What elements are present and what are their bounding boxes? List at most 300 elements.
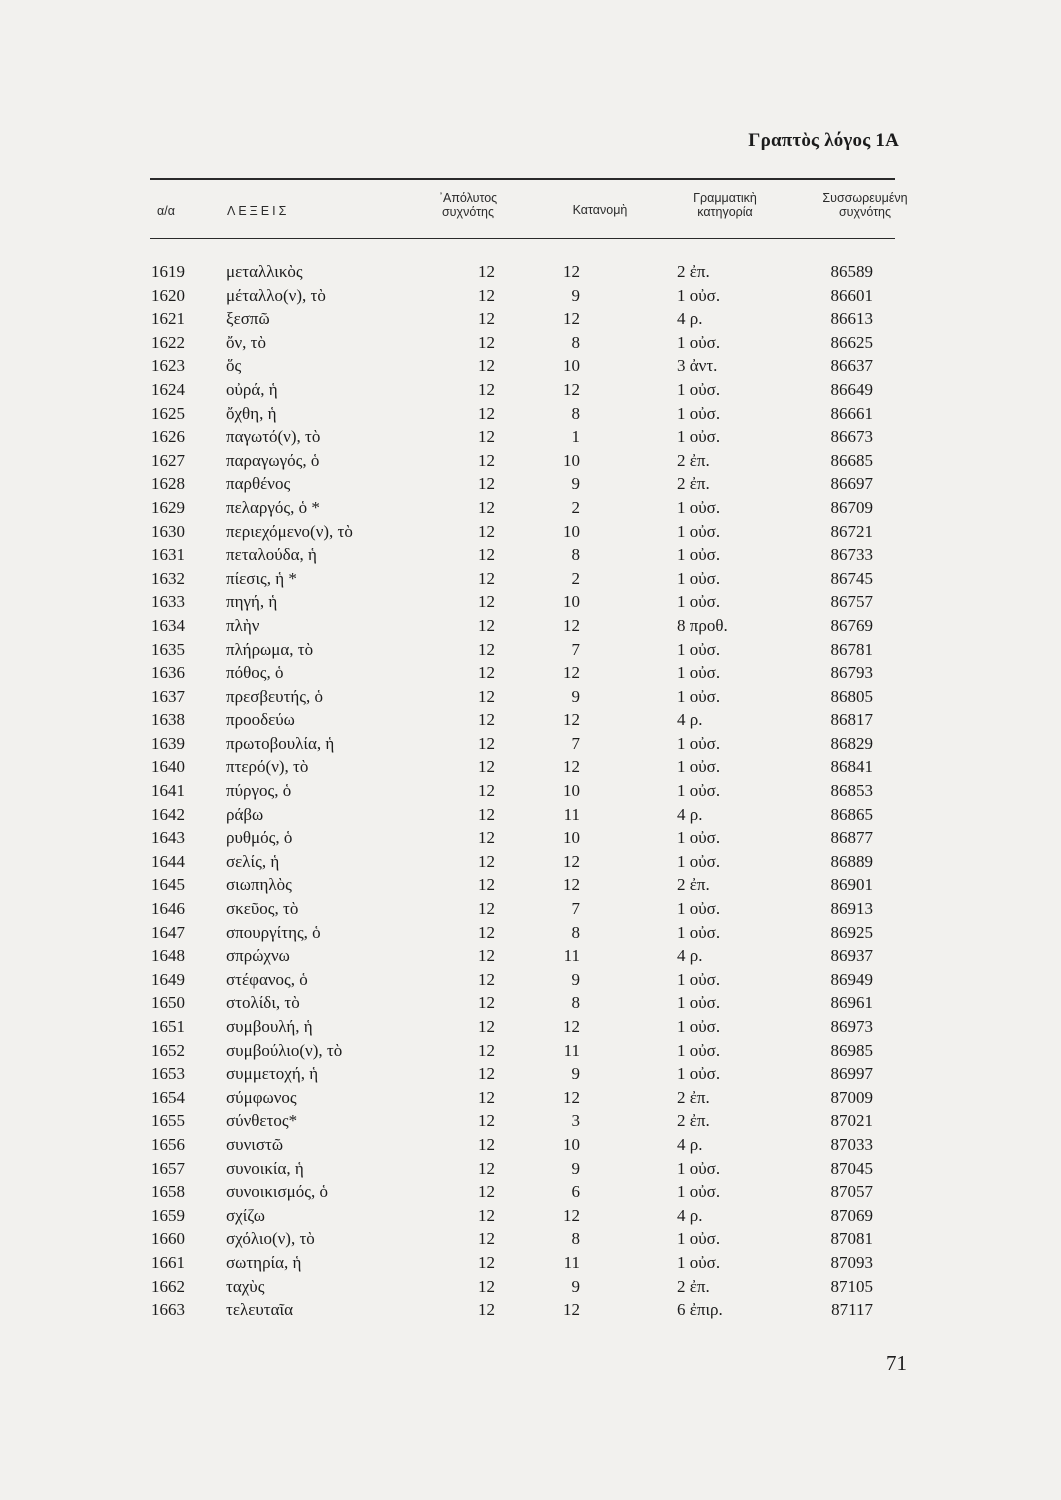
- row-rank: 2: [571, 497, 580, 517]
- table-row: [0, 1040, 1061, 1064]
- row-grammar-category: 4 ρ.: [677, 710, 703, 730]
- row-rank: 9: [571, 1276, 580, 1296]
- row-absolute-frequency: 12: [478, 379, 495, 399]
- row-absolute-frequency: 12: [478, 332, 495, 352]
- row-index: 1660: [151, 1229, 185, 1249]
- row-word: ὅς: [226, 356, 242, 376]
- row-grammar-category: 1 οὐσ.: [677, 1017, 721, 1036]
- row-cumulative-frequency: 87105: [830, 1276, 873, 1296]
- row-cumulative-frequency: 87033: [830, 1134, 873, 1154]
- row-rank: 10: [563, 356, 580, 376]
- table-row: [0, 1252, 1061, 1276]
- row-index: 1642: [151, 804, 185, 824]
- row-grammar-category: 2 ἐπ.: [677, 1276, 710, 1296]
- row-index: 1662: [151, 1276, 185, 1296]
- row-word: παρθένος: [226, 474, 291, 494]
- row-cumulative-frequency: 87069: [830, 1205, 873, 1225]
- row-index: 1637: [151, 686, 185, 706]
- row-cumulative-frequency: 86853: [830, 781, 873, 801]
- row-index: 1621: [151, 309, 185, 329]
- row-rank: 10: [563, 592, 580, 612]
- row-cumulative-frequency: 87057: [830, 1182, 873, 1202]
- row-word: σιωπηλὸς: [226, 875, 292, 895]
- row-word: συμμετοχή, ἡ: [226, 1064, 319, 1084]
- table-row: [0, 1063, 1061, 1087]
- row-rank: 7: [571, 639, 580, 659]
- header-index: α/α: [157, 204, 175, 218]
- table-row: [0, 1087, 1061, 1111]
- table-row: [0, 1110, 1061, 1134]
- row-grammar-category: 1 οὐσ.: [677, 1252, 721, 1272]
- table-row: [0, 992, 1061, 1016]
- row-index: 1651: [151, 1017, 185, 1036]
- row-absolute-frequency: 12: [478, 922, 495, 942]
- table-row: [0, 1205, 1061, 1229]
- row-cumulative-frequency: 86661: [830, 403, 873, 423]
- row-cumulative-frequency: 87117: [831, 1300, 873, 1320]
- row-grammar-category: 1 οὐσ.: [677, 828, 721, 848]
- row-word: ξεσπῶ: [226, 309, 270, 329]
- row-cumulative-frequency: 87045: [830, 1158, 873, 1178]
- row-index: 1623: [151, 356, 185, 376]
- row-absolute-frequency: 12: [478, 686, 495, 706]
- row-word: πηγή, ἡ: [226, 592, 278, 612]
- row-absolute-frequency: 12: [478, 309, 495, 329]
- row-absolute-frequency: 12: [478, 262, 495, 281]
- row-cumulative-frequency: 86781: [830, 639, 873, 659]
- row-cumulative-frequency: 86841: [830, 757, 873, 777]
- row-cumulative-frequency: 86637: [830, 356, 873, 376]
- row-word: τελευταῖα: [226, 1300, 293, 1320]
- row-index: 1626: [151, 427, 185, 447]
- table-row: [0, 285, 1061, 309]
- row-rank: 11: [563, 946, 580, 966]
- row-absolute-frequency: 12: [478, 875, 495, 895]
- row-cumulative-frequency: 86973: [830, 1017, 873, 1036]
- table-row: [0, 1299, 1061, 1323]
- row-rank: 12: [563, 379, 580, 399]
- row-absolute-frequency: 12: [478, 497, 495, 517]
- row-rank: 9: [571, 1064, 580, 1084]
- row-cumulative-frequency: 86649: [830, 379, 873, 399]
- row-grammar-category: 2 ἐπ.: [677, 1111, 710, 1131]
- table-row: [0, 332, 1061, 356]
- row-rank: 12: [563, 1087, 580, 1107]
- row-grammar-category: 4 ρ.: [677, 804, 703, 824]
- row-rank: 12: [563, 663, 580, 683]
- row-word: σύμφωνος: [226, 1087, 297, 1107]
- row-index: 1640: [151, 757, 185, 777]
- row-grammar-category: 1 οὐσ.: [677, 639, 721, 659]
- row-cumulative-frequency: 86721: [830, 521, 873, 541]
- row-word: πόθος, ὁ: [226, 663, 284, 683]
- row-cumulative-frequency: 86925: [830, 922, 873, 942]
- table-row: [0, 521, 1061, 545]
- table-row: [0, 827, 1061, 851]
- row-index: 1622: [151, 332, 185, 352]
- row-rank: 12: [563, 309, 580, 329]
- row-rank: 12: [563, 1205, 580, 1225]
- row-cumulative-frequency: 87021: [830, 1111, 873, 1131]
- row-index: 1655: [151, 1111, 185, 1131]
- table-row: [0, 403, 1061, 427]
- row-index: 1654: [151, 1087, 185, 1107]
- row-word: στέφανος, ὁ: [226, 969, 308, 989]
- row-index: 1652: [151, 1040, 185, 1060]
- row-grammar-category: 4 ρ.: [677, 946, 703, 966]
- row-grammar-category: 1 οὐσ.: [677, 521, 721, 541]
- row-word: ρυθμός, ὁ: [226, 828, 293, 848]
- row-rank: 12: [563, 875, 580, 895]
- table-row: [0, 426, 1061, 450]
- table-row: [0, 1158, 1061, 1182]
- row-grammar-category: 1 οὐσ.: [677, 686, 721, 706]
- row-word: σχίζω: [226, 1205, 265, 1225]
- row-rank: 8: [571, 332, 580, 352]
- header-absolute-frequency-line2: συχνότης: [441, 205, 495, 219]
- row-rank: 10: [563, 781, 580, 801]
- row-absolute-frequency: 12: [478, 568, 495, 588]
- row-word: πλὴν: [226, 615, 260, 635]
- row-rank: 9: [571, 1158, 580, 1178]
- table-row: [0, 780, 1061, 804]
- row-word: οὐρά, ἡ: [226, 379, 278, 399]
- running-head: Γραπτὸς λόγος 1Α: [748, 130, 899, 151]
- row-absolute-frequency: 12: [478, 663, 495, 683]
- row-grammar-category: 1 οὐσ.: [677, 899, 721, 919]
- row-rank: 9: [571, 686, 580, 706]
- row-absolute-frequency: 12: [478, 1252, 495, 1272]
- row-index: 1634: [151, 615, 185, 635]
- row-index: 1646: [151, 899, 185, 919]
- row-word: παγωτό(ν), τὸ: [226, 427, 321, 447]
- row-index: 1657: [151, 1158, 185, 1178]
- row-absolute-frequency: 12: [478, 1182, 495, 1202]
- row-word: συνοικισμός, ὁ: [226, 1182, 328, 1202]
- row-index: 1629: [151, 497, 185, 517]
- row-absolute-frequency: 12: [478, 1111, 495, 1131]
- row-word: σελίς, ἡ: [226, 851, 280, 871]
- row-absolute-frequency: 12: [478, 1229, 495, 1249]
- table-top-rule: [150, 178, 895, 180]
- row-index: 1624: [151, 379, 185, 399]
- row-rank: 12: [563, 851, 580, 871]
- header-cumulative-frequency: [805, 191, 925, 219]
- header-cumulative-line1: Συσσωρευμένη: [822, 191, 908, 205]
- row-rank: 9: [571, 969, 580, 989]
- row-cumulative-frequency: 86937: [830, 946, 873, 966]
- row-word: προοδεύω: [226, 710, 295, 730]
- row-rank: 12: [563, 262, 580, 281]
- row-rank: 8: [571, 922, 580, 942]
- row-grammar-category: 1 οὐσ.: [677, 568, 721, 588]
- row-index: 1638: [151, 710, 185, 730]
- row-cumulative-frequency: 86769: [830, 615, 873, 635]
- row-word: ὄν, τὸ: [226, 332, 267, 352]
- row-index: 1641: [151, 781, 185, 801]
- row-cumulative-frequency: 86913: [830, 899, 873, 919]
- table-row: [0, 1134, 1061, 1158]
- row-rank: 8: [571, 1229, 580, 1249]
- row-index: 1632: [151, 568, 185, 588]
- row-grammar-category: 3 ἀντ.: [677, 356, 718, 376]
- table-row: [0, 756, 1061, 780]
- row-absolute-frequency: 12: [478, 1017, 495, 1036]
- table-row: [0, 874, 1061, 898]
- row-cumulative-frequency: 86793: [830, 663, 873, 683]
- row-grammar-category: 1 οὐσ.: [677, 545, 721, 565]
- row-word: μέταλλο(ν), τὸ: [226, 285, 326, 305]
- row-index: 1635: [151, 639, 185, 659]
- row-rank: 2: [571, 568, 580, 588]
- row-cumulative-frequency: 86889: [830, 851, 873, 871]
- table-row: [0, 686, 1061, 710]
- table-row: [0, 1228, 1061, 1252]
- row-absolute-frequency: 12: [478, 993, 495, 1013]
- row-grammar-category: 1 οὐσ.: [677, 781, 721, 801]
- row-cumulative-frequency: 86817: [830, 710, 873, 730]
- row-grammar-category: 2 ἐπ.: [677, 450, 710, 470]
- row-word: πτερό(ν), τὸ: [226, 757, 309, 777]
- table-row: [0, 473, 1061, 497]
- header-rank: Κατανομὴ: [572, 203, 628, 217]
- row-grammar-category: 6 ἐπιρ.: [677, 1300, 723, 1320]
- row-absolute-frequency: 12: [478, 1205, 495, 1225]
- row-grammar-category: 1 οὐσ.: [677, 379, 721, 399]
- row-index: 1650: [151, 993, 185, 1013]
- row-absolute-frequency: 12: [478, 639, 495, 659]
- row-absolute-frequency: 12: [478, 356, 495, 376]
- table-row: [0, 450, 1061, 474]
- table-row: [0, 1016, 1061, 1040]
- header-grammar-line1: Γραμματικὴ: [693, 191, 757, 205]
- row-absolute-frequency: 12: [478, 403, 495, 423]
- row-grammar-category: 1 οὐσ.: [677, 332, 721, 352]
- row-word: πίεσις, ἡ *: [226, 568, 297, 588]
- row-word: σωτηρία, ἡ: [226, 1252, 302, 1272]
- header-cumulative-line2: συχνότης: [838, 205, 892, 219]
- row-index: 1627: [151, 450, 185, 470]
- table-row: [0, 1276, 1061, 1300]
- row-index: 1628: [151, 474, 185, 494]
- row-grammar-category: 2 ἐπ.: [677, 474, 710, 494]
- row-grammar-category: 1 οὐσ.: [677, 403, 721, 423]
- table-row: [0, 969, 1061, 993]
- row-absolute-frequency: 12: [478, 450, 495, 470]
- row-absolute-frequency: 12: [478, 1276, 495, 1296]
- row-absolute-frequency: 12: [478, 521, 495, 541]
- row-absolute-frequency: 12: [478, 545, 495, 565]
- row-cumulative-frequency: 87081: [830, 1229, 873, 1249]
- row-index: 1648: [151, 946, 185, 966]
- frequency-table-body: [0, 261, 1061, 1323]
- row-absolute-frequency: 12: [478, 946, 495, 966]
- table-row: [0, 851, 1061, 875]
- row-grammar-category: 1 οὐσ.: [677, 1040, 721, 1060]
- row-index: 1661: [151, 1252, 185, 1272]
- row-index: 1647: [151, 922, 185, 942]
- row-rank: 8: [571, 545, 580, 565]
- row-word: πρωτοβουλία, ἡ: [226, 733, 335, 753]
- table-row: [0, 379, 1061, 403]
- row-rank: 9: [571, 285, 580, 305]
- row-cumulative-frequency: 86613: [830, 309, 873, 329]
- row-word: πύργος, ὁ: [226, 781, 292, 801]
- table-row: [0, 639, 1061, 663]
- row-absolute-frequency: 12: [478, 710, 495, 730]
- row-absolute-frequency: 12: [478, 757, 495, 777]
- table-row: [0, 544, 1061, 568]
- row-rank: 8: [571, 993, 580, 1013]
- table-row: [0, 662, 1061, 686]
- row-cumulative-frequency: 86901: [830, 875, 873, 895]
- row-absolute-frequency: 12: [478, 474, 495, 494]
- row-index: 1633: [151, 592, 185, 612]
- table-row: [0, 355, 1061, 379]
- table-row: [0, 945, 1061, 969]
- row-rank: 12: [563, 615, 580, 635]
- table-row: [0, 615, 1061, 639]
- header-words: ΛΕΞΕΙΣ: [227, 204, 290, 218]
- row-word: σύνθετος*: [226, 1111, 298, 1131]
- row-index: 1639: [151, 733, 185, 753]
- row-absolute-frequency: 12: [478, 1300, 495, 1320]
- row-absolute-frequency: 12: [478, 1134, 495, 1154]
- row-grammar-category: 1 οὐσ.: [677, 922, 721, 942]
- row-cumulative-frequency: 86589: [830, 262, 873, 281]
- row-grammar-category: 1 οὐσ.: [677, 757, 721, 777]
- row-grammar-category: 4 ρ.: [677, 309, 703, 329]
- row-index: 1630: [151, 521, 185, 541]
- table-row: [0, 261, 1061, 285]
- row-grammar-category: 1 οὐσ.: [677, 1158, 721, 1178]
- row-rank: 3: [571, 1111, 580, 1131]
- row-index: 1643: [151, 828, 185, 848]
- row-rank: 12: [563, 710, 580, 730]
- row-word: συνοικία, ἡ: [226, 1158, 304, 1178]
- row-rank: 6: [571, 1182, 580, 1202]
- row-absolute-frequency: 12: [478, 1158, 495, 1178]
- row-grammar-category: 1 οὐσ.: [677, 285, 721, 305]
- row-word: ταχὺς: [226, 1276, 265, 1296]
- table-row: [0, 568, 1061, 592]
- row-rank: 11: [563, 804, 580, 824]
- row-absolute-frequency: 12: [478, 592, 495, 612]
- table-row: [0, 1181, 1061, 1205]
- row-cumulative-frequency: 86697: [830, 474, 873, 494]
- row-absolute-frequency: 12: [478, 851, 495, 871]
- row-absolute-frequency: 12: [478, 899, 495, 919]
- table-row: [0, 898, 1061, 922]
- row-grammar-category: 4 ρ.: [677, 1134, 703, 1154]
- row-cumulative-frequency: 86877: [830, 828, 873, 848]
- row-word: συμβουλή, ἡ: [226, 1017, 313, 1036]
- row-rank: 10: [563, 828, 580, 848]
- row-cumulative-frequency: 86709: [830, 497, 873, 517]
- row-grammar-category: 1 οὐσ.: [677, 663, 721, 683]
- row-grammar-category: 1 οὐσ.: [677, 497, 721, 517]
- row-absolute-frequency: 12: [478, 733, 495, 753]
- row-grammar-category: 1 οὐσ.: [677, 851, 721, 871]
- row-word: ράβω: [226, 804, 264, 824]
- row-absolute-frequency: 12: [478, 828, 495, 848]
- header-grammar-line2: κατηγορία: [697, 205, 753, 219]
- row-index: 1659: [151, 1205, 185, 1225]
- row-index: 1658: [151, 1182, 185, 1202]
- row-grammar-category: 2 ἐπ.: [677, 262, 710, 281]
- row-absolute-frequency: 12: [478, 1087, 495, 1107]
- row-cumulative-frequency: 86733: [830, 545, 873, 565]
- table-row: [0, 497, 1061, 521]
- row-grammar-category: 2 ἐπ.: [677, 875, 710, 895]
- table-row: [0, 591, 1061, 615]
- row-index: 1663: [151, 1300, 185, 1320]
- row-rank: 9: [571, 474, 580, 494]
- row-rank: 12: [563, 1017, 580, 1036]
- row-word: περιεχόμενο(ν), τὸ: [226, 521, 353, 541]
- row-grammar-category: 1 οὐσ.: [677, 733, 721, 753]
- row-absolute-frequency: 12: [478, 615, 495, 635]
- row-cumulative-frequency: 86949: [830, 969, 873, 989]
- row-word: μεταλλικὸς: [226, 262, 303, 281]
- row-word: σχόλιο(ν), τὸ: [226, 1229, 315, 1249]
- row-word: σκεῦος, τὸ: [226, 899, 299, 919]
- row-cumulative-frequency: 86985: [830, 1040, 873, 1060]
- row-absolute-frequency: 12: [478, 1064, 495, 1084]
- row-index: 1653: [151, 1064, 185, 1084]
- row-word: ὄχθη, ἡ: [226, 403, 277, 423]
- header-absolute-frequency-line1: ᾿Απόλυτος: [438, 191, 498, 205]
- row-grammar-category: 4 ρ.: [677, 1205, 703, 1225]
- row-rank: 12: [563, 757, 580, 777]
- row-cumulative-frequency: 86673: [830, 427, 873, 447]
- row-absolute-frequency: 12: [478, 969, 495, 989]
- row-index: 1625: [151, 403, 185, 423]
- row-index: 1645: [151, 875, 185, 895]
- row-cumulative-frequency: 86745: [830, 568, 873, 588]
- row-cumulative-frequency: 87093: [830, 1252, 873, 1272]
- header-grammar: [655, 191, 795, 219]
- row-index: 1649: [151, 969, 185, 989]
- row-rank: 7: [571, 733, 580, 753]
- row-absolute-frequency: 12: [478, 1040, 495, 1060]
- row-cumulative-frequency: 86829: [830, 733, 873, 753]
- row-cumulative-frequency: 86625: [830, 332, 873, 352]
- row-grammar-category: 1 οὐσ.: [677, 993, 721, 1013]
- row-word: σπρώχνω: [226, 946, 290, 966]
- row-word: πελαργός, ὁ *: [226, 497, 320, 517]
- row-index: 1656: [151, 1134, 185, 1154]
- table-row: [0, 922, 1061, 946]
- row-word: συμβούλιο(ν), τὸ: [226, 1040, 343, 1060]
- row-grammar-category: 2 ἐπ.: [677, 1087, 710, 1107]
- row-index: 1636: [151, 663, 185, 683]
- row-grammar-category: 1 οὐσ.: [677, 592, 721, 612]
- row-rank: 12: [563, 1300, 580, 1320]
- row-cumulative-frequency: 86865: [830, 804, 873, 824]
- row-grammar-category: 1 οὐσ.: [677, 1064, 721, 1084]
- row-word: παραγωγός, ὁ: [226, 450, 320, 470]
- row-cumulative-frequency: 86805: [830, 686, 873, 706]
- row-grammar-category: 8 προθ.: [677, 615, 728, 635]
- table-row: [0, 733, 1061, 757]
- row-rank: 7: [571, 899, 580, 919]
- row-word: πεταλούδα, ἡ: [226, 545, 317, 565]
- table-header-rule: [150, 238, 895, 239]
- row-word: σπουργίτης, ὁ: [226, 922, 321, 942]
- table-row: [0, 709, 1061, 733]
- row-index: 1644: [151, 851, 185, 871]
